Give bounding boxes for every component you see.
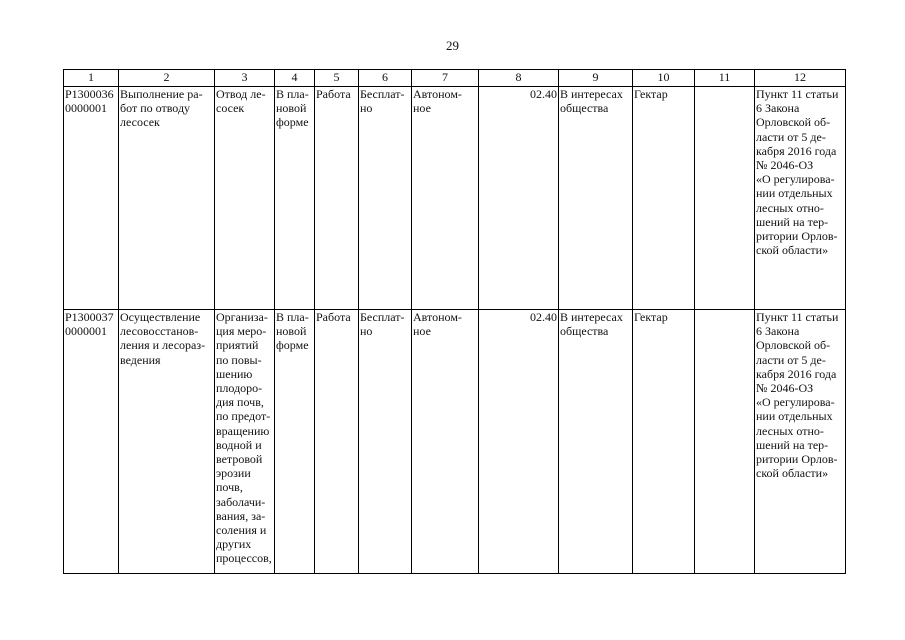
payment-cell: Бесплат- но (359, 310, 412, 574)
table-row (64, 87, 846, 310)
empty-cell (695, 87, 755, 310)
institution-type-cell: Автоном- ное (412, 87, 479, 310)
type-cell: Работа (315, 310, 359, 574)
legal-basis-cell: Пункт 11 статьи 6 Закона Орловской об- ласти от 5 де- кабря 2016 года № 2046-ОЗ «О регулирова- нии отдельных лесных отно- шений на тер- ритории Орлов- ской области» (755, 87, 846, 310)
column-header-8: 8 (479, 70, 559, 87)
column-header-6: 6 (359, 70, 412, 87)
column-header-1: 1 (64, 70, 119, 87)
column-header-4: 4 (275, 70, 315, 87)
page-number: 29 (446, 38, 459, 53)
okved-cell: 02.40 (479, 310, 559, 574)
unit-cell: Гектар (633, 310, 695, 574)
unit-cell: Гектар (633, 87, 695, 310)
type-cell: Работа (315, 87, 359, 310)
column-header-9: 9 (559, 70, 633, 87)
legal-basis-cell: Пункт 11 статьи 6 Закона Орловской об- ласти от 5 де- кабря 2016 года № 2046-ОЗ «О регулирова- нии отдельных лесных отно- шений на тер- ритории Орлов- ской области» (755, 310, 846, 574)
registry-code-cell: Р1300036 0000001 (64, 87, 119, 310)
service-name-cell: Осуществление лесовосстанов- ления и лесораз- ведения (119, 310, 215, 574)
empty-cell (695, 310, 755, 574)
consumers-cell: В интересах общества (559, 87, 633, 310)
header-row (64, 70, 846, 87)
okved-cell: 02.40 (479, 87, 559, 310)
form-cell: В пла- новой форме (275, 310, 315, 574)
column-header-3: 3 (215, 70, 275, 87)
column-header-11: 11 (695, 70, 755, 87)
table-row (64, 310, 846, 574)
service-name-cell: Выполнение ра- бот по отводу лесосек (119, 87, 215, 310)
column-header-5: 5 (315, 70, 359, 87)
registry-code-cell: Р1300037 0000001 (64, 310, 119, 574)
column-header-10: 10 (633, 70, 695, 87)
form-cell: В пла- новой форме (275, 87, 315, 310)
content-cell: Отвод ле- сосек (215, 87, 275, 310)
column-header-2: 2 (119, 70, 215, 87)
consumers-cell: В интересах общества (559, 310, 633, 574)
content-cell: Организа- ция меро- приятий по повы- шению плодоро- дия почв, по предот- вращению водной и ветровой эрозии почв, заболачи- вания, за- соления и других процессов, (215, 310, 275, 574)
column-header-7: 7 (412, 70, 479, 87)
institution-type-cell: Автоном- ное (412, 310, 479, 574)
registry-table (63, 69, 846, 574)
column-header-12: 12 (755, 70, 846, 87)
payment-cell: Бесплат- но (359, 87, 412, 310)
